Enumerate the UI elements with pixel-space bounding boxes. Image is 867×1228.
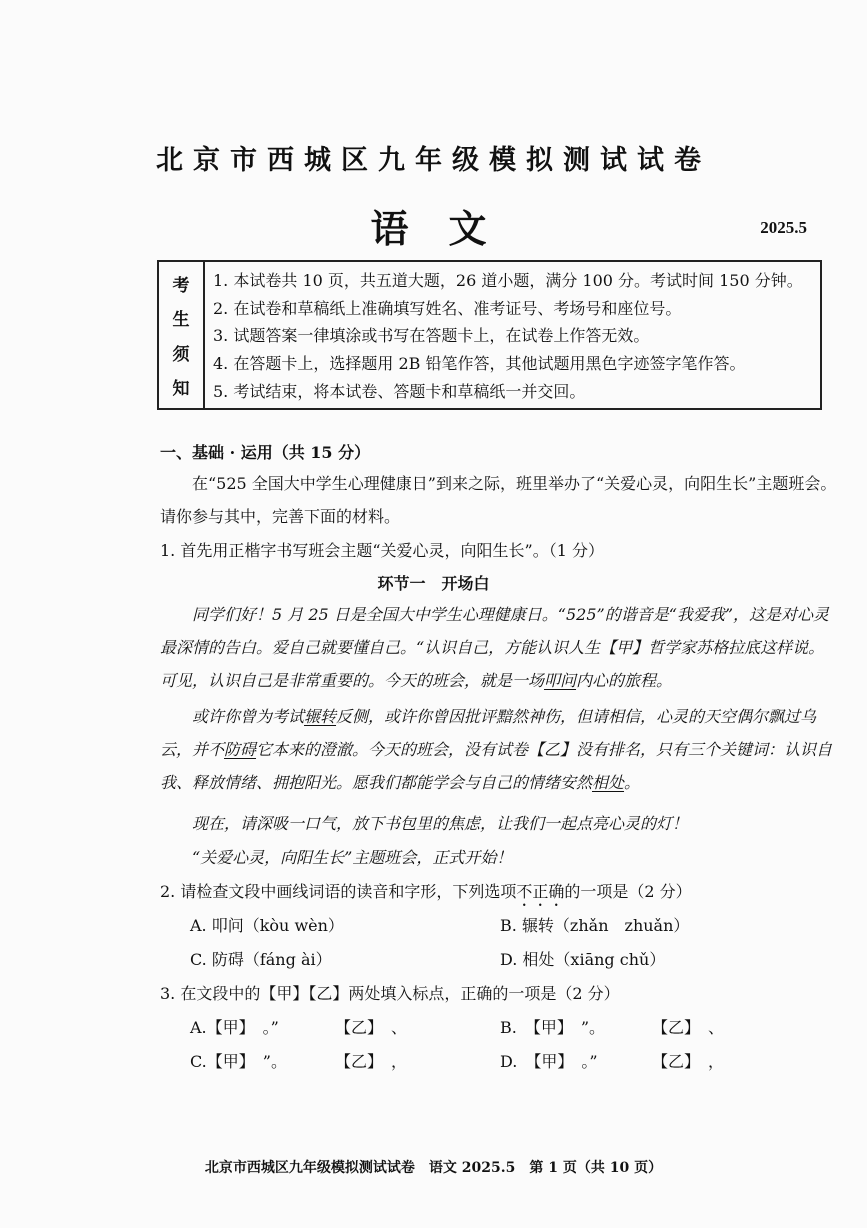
underlined-word: 防碍: [224, 740, 257, 759]
page-footer: 北京市西城区九年级模拟测试试卷 语文 2025.5 第 1 页（共 10 页）: [204, 1160, 663, 1176]
q3-option-b-yi: 【乙】 、: [652, 1018, 725, 1037]
notice-label: [159, 262, 205, 408]
part-title: 环节一 开场白: [377, 574, 490, 593]
q2-option-a: A. 叩问（kòu wèn）: [190, 916, 344, 935]
opening-paragraph-4: “关爱心灵，向阳生长”主题班会，正式开始！: [192, 848, 513, 867]
text: 。: [624, 773, 641, 792]
q3-option-b-jia: B. 【甲】 ”。: [500, 1018, 606, 1037]
text: 的一项是（2 分）: [564, 882, 692, 901]
q2-option-d: D. 相处（xiāng chǔ）: [500, 950, 666, 969]
text: 或许你曾为考试: [192, 707, 305, 726]
notice-label-char: 生: [172, 310, 190, 331]
notice-item: 3. 试题答案一律填涂或书写在答题卡上，在试卷上作答无效。: [213, 326, 650, 346]
candidate-notice-box: [157, 260, 822, 410]
underlined-word: 辗转: [304, 707, 337, 726]
underlined-word: 叩问: [544, 671, 577, 690]
section-intro: 在“525 全国大中学生心理健康日”到来之际，班里举办了“关爱心灵，向阳生长”主题班会。请你参与其中，完善下面的材料。: [160, 474, 837, 526]
underlined-word: 相处: [592, 773, 625, 792]
opening-paragraph-3: 现在，请深吸一口气，放下书包里的焦虑，让我们一起点亮心灵的灯！: [192, 814, 689, 833]
notice-item: 5. 考试结束，将本试卷、答题卡和草稿纸一并交回。: [213, 381, 586, 401]
subject-title: 语文: [370, 206, 527, 251]
q2-option-b: B. 辗转（zhǎn zhuǎn）: [500, 916, 690, 935]
question-3: 3. 在文段中的【甲】【乙】两处填入标点，正确的一项是（2 分）: [160, 984, 620, 1003]
exam-title: 北京市西城区九年级模拟测试试卷: [156, 145, 711, 176]
notice-label-char: 知: [172, 379, 190, 400]
notice-item: 2. 在试卷和草稿纸上准确填写姓名、准考证号、考场号和座位号。: [213, 298, 682, 318]
text: 内心的旅程。: [576, 671, 673, 690]
q3-option-a-jia: A.【甲】 。”: [190, 1018, 279, 1037]
q3-option-a-yi: 【乙】 、: [335, 1018, 408, 1037]
text: 它本来的澄澈。今天的班会，没有试卷【乙】没有排名，只有三个关键词：认识自我、释放情绪、拥抱阳光。愿我们都能学会与自己的情绪安然: [160, 740, 833, 792]
notice-label-char: 须: [172, 344, 190, 365]
text: 同学们好！5 月 25 日是全国大中学生心理健康日。“525”的谐音是“我爱我”，这是对心灵最深情的告白。爱自己就要懂自己。“认识自己，方能认识人生【甲】哲学家苏格拉底这样说。可见，认识自己是非常重要的。今天的班会，就是一场: [160, 605, 830, 690]
section-heading: 一、基础 · 运用（共 15 分）: [160, 443, 371, 462]
q3-option-d-jia: D. 【甲】 。”: [500, 1052, 598, 1071]
text: 2. 请检查文段中画线词语的读音和字形，下列选项: [160, 882, 517, 901]
q3-option-c-yi: 【乙】 ，: [335, 1052, 408, 1071]
exam-date: 2025.5: [760, 218, 807, 237]
text: 反侧，或许你曾因批评黯然神伤，但请相信，心灵的天空偶尔飘过乌云，并不: [160, 707, 817, 759]
emphasized-word: 不正确: [516, 882, 565, 901]
q3-option-d-yi: 【乙】 ，: [652, 1052, 725, 1071]
q3-option-c-jia: C.【甲】 ”。: [190, 1052, 287, 1071]
notice-item: 4. 在答题卡上，选择题用 2B 铅笔作答，其他试题用黑色字迹签字笔作答。: [213, 354, 746, 374]
question-2: [160, 879, 692, 910]
q2-option-c: C. 防碍（fáng ài）: [190, 950, 332, 969]
question-1: 1. 首先用正楷字书写班会主题“关爱心灵，向阳生长”。（1 分）: [160, 541, 604, 560]
notice-item: 1. 本试卷共 10 页，共五道大题，26 道小题，满分 100 分。考试时间 150 分钟。: [213, 271, 803, 291]
notice-items: [205, 262, 820, 408]
notice-label-char: 考: [172, 275, 190, 296]
opening-paragraph-2: [160, 700, 840, 799]
opening-paragraph-1: [160, 598, 840, 697]
